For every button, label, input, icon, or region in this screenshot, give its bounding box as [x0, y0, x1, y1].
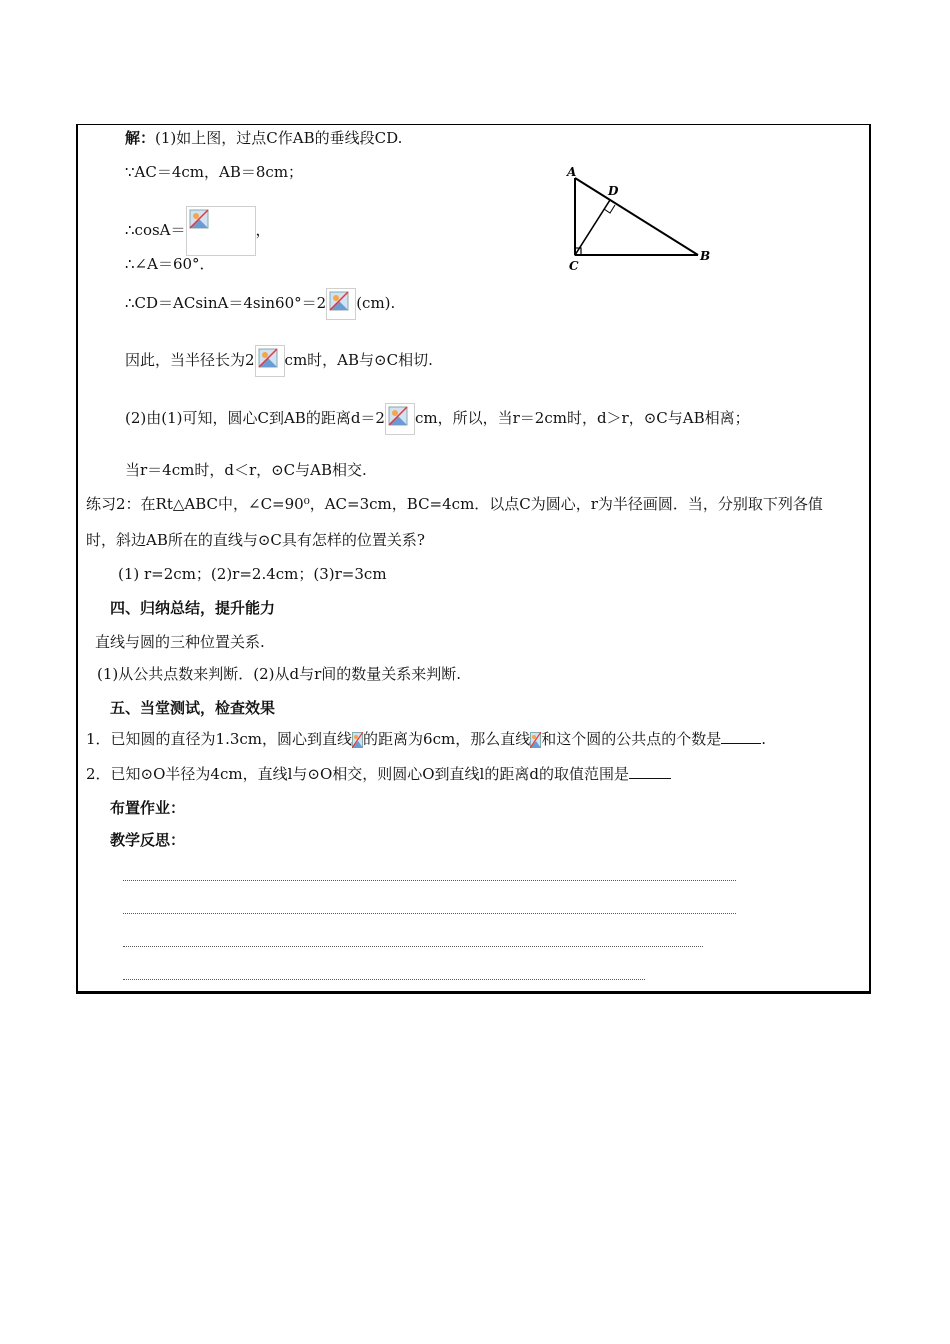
- q1-part-c: 和这个圆的公共点的个数是: [541, 730, 722, 748]
- quiz-question-2: [86, 764, 671, 784]
- because-line: ∵AC＝4cm，AB＝8cm；: [125, 163, 304, 181]
- therefore-prefix: 因此，当半径长为2: [125, 351, 255, 369]
- sqrt3-image: [255, 345, 285, 377]
- cos-line: [125, 206, 271, 256]
- broken-image-icon: [352, 732, 363, 748]
- answer-blank-2[interactable]: [629, 764, 671, 779]
- quiz-question-1: [86, 729, 766, 749]
- cd-line: [125, 288, 395, 320]
- q2-text: 2．已知⊙O半径为4cm，直线l与⊙O相交，则圆心O到直线l的距离d的取值范围是: [86, 765, 629, 783]
- label-a: A: [567, 165, 577, 179]
- triangle-diagram: [560, 160, 720, 275]
- altitude-cd: [575, 200, 610, 255]
- formula-image: [186, 206, 256, 256]
- angle-line: ∴∠A＝60°．: [125, 255, 215, 273]
- reflection-label: 教学反思：: [110, 831, 186, 849]
- line-symbol-image: [530, 732, 541, 748]
- cd-suffix: (cm).: [356, 294, 396, 312]
- reflection-line-2[interactable]: [123, 913, 736, 914]
- reflection-line-1[interactable]: [123, 880, 736, 881]
- part2-line-2: 当r＝4cm时，d＜r，⊙C与AB相交.: [125, 461, 367, 479]
- section4-line-2: (1)从公共点数来判断．(2)从d与r间的数量关系来判断.: [97, 665, 462, 683]
- section4-line-1: 直线与圆的三种位置关系.: [95, 633, 265, 651]
- answer-blank-1[interactable]: [721, 729, 761, 744]
- label-d: D: [608, 184, 619, 198]
- part2-suffix: cm，所以，当r＝2cm时，d＞r，⊙C与AB相离；: [414, 409, 750, 427]
- section4-heading: 四、归纳总结，提升能力: [110, 599, 276, 617]
- section5-heading: 五、当堂测试，检查效果: [110, 699, 276, 717]
- sqrt3-image: [385, 403, 415, 435]
- broken-image-icon: [189, 209, 209, 229]
- broken-image-icon: [388, 406, 408, 426]
- therefore-suffix: cm时，AB与⊙C相切.: [284, 351, 433, 369]
- solution-part1: (1)如上图，过点C作AB的垂线段CD.: [155, 129, 403, 147]
- side-ab: [575, 178, 698, 255]
- exercise2-options: (1) r=2cm；(2)r=2.4cm；(3)r=3cm: [118, 565, 387, 583]
- homework-label: 布置作业：: [110, 799, 186, 817]
- cos-suffix: ，: [255, 221, 271, 239]
- reflection-line-4[interactable]: [123, 979, 645, 980]
- line-symbol-image: [352, 732, 363, 748]
- q1-part-a: 1．已知圆的直径为1.3cm，圆心到直线: [86, 730, 353, 748]
- solution-line-1: [125, 128, 402, 148]
- exercise2-line-2: 时，斜边AB所在的直线与⊙C具有怎样的位置关系?: [86, 531, 425, 549]
- cd-prefix: ∴CD＝ACsinA＝4sin60°＝2: [125, 294, 327, 312]
- broken-image-icon: [258, 348, 278, 368]
- part2-prefix: (2)由(1)可知，圆心C到AB的距离d＝2: [125, 409, 385, 427]
- q1-part-b: 的距离为6cm，那么直线: [363, 730, 531, 748]
- reflection-line-3[interactable]: [123, 946, 703, 947]
- broken-image-icon: [329, 291, 349, 311]
- cos-prefix: ∴cosA＝: [125, 221, 186, 239]
- part2-line: [125, 403, 750, 435]
- solution-label: 解：: [125, 129, 156, 147]
- label-c: C: [569, 259, 579, 273]
- therefore-line: [125, 345, 433, 377]
- label-b: B: [700, 249, 711, 263]
- q1-end: .: [761, 730, 766, 748]
- broken-image-icon: [530, 732, 541, 748]
- exercise2-line-1: 练习2：在Rt△ABC中，∠C=90⁰，AC=3cm，BC=4cm．以点C为圆心，r为半径画圆．当，分别取下列各值: [86, 495, 823, 513]
- sqrt3-image: [326, 288, 356, 320]
